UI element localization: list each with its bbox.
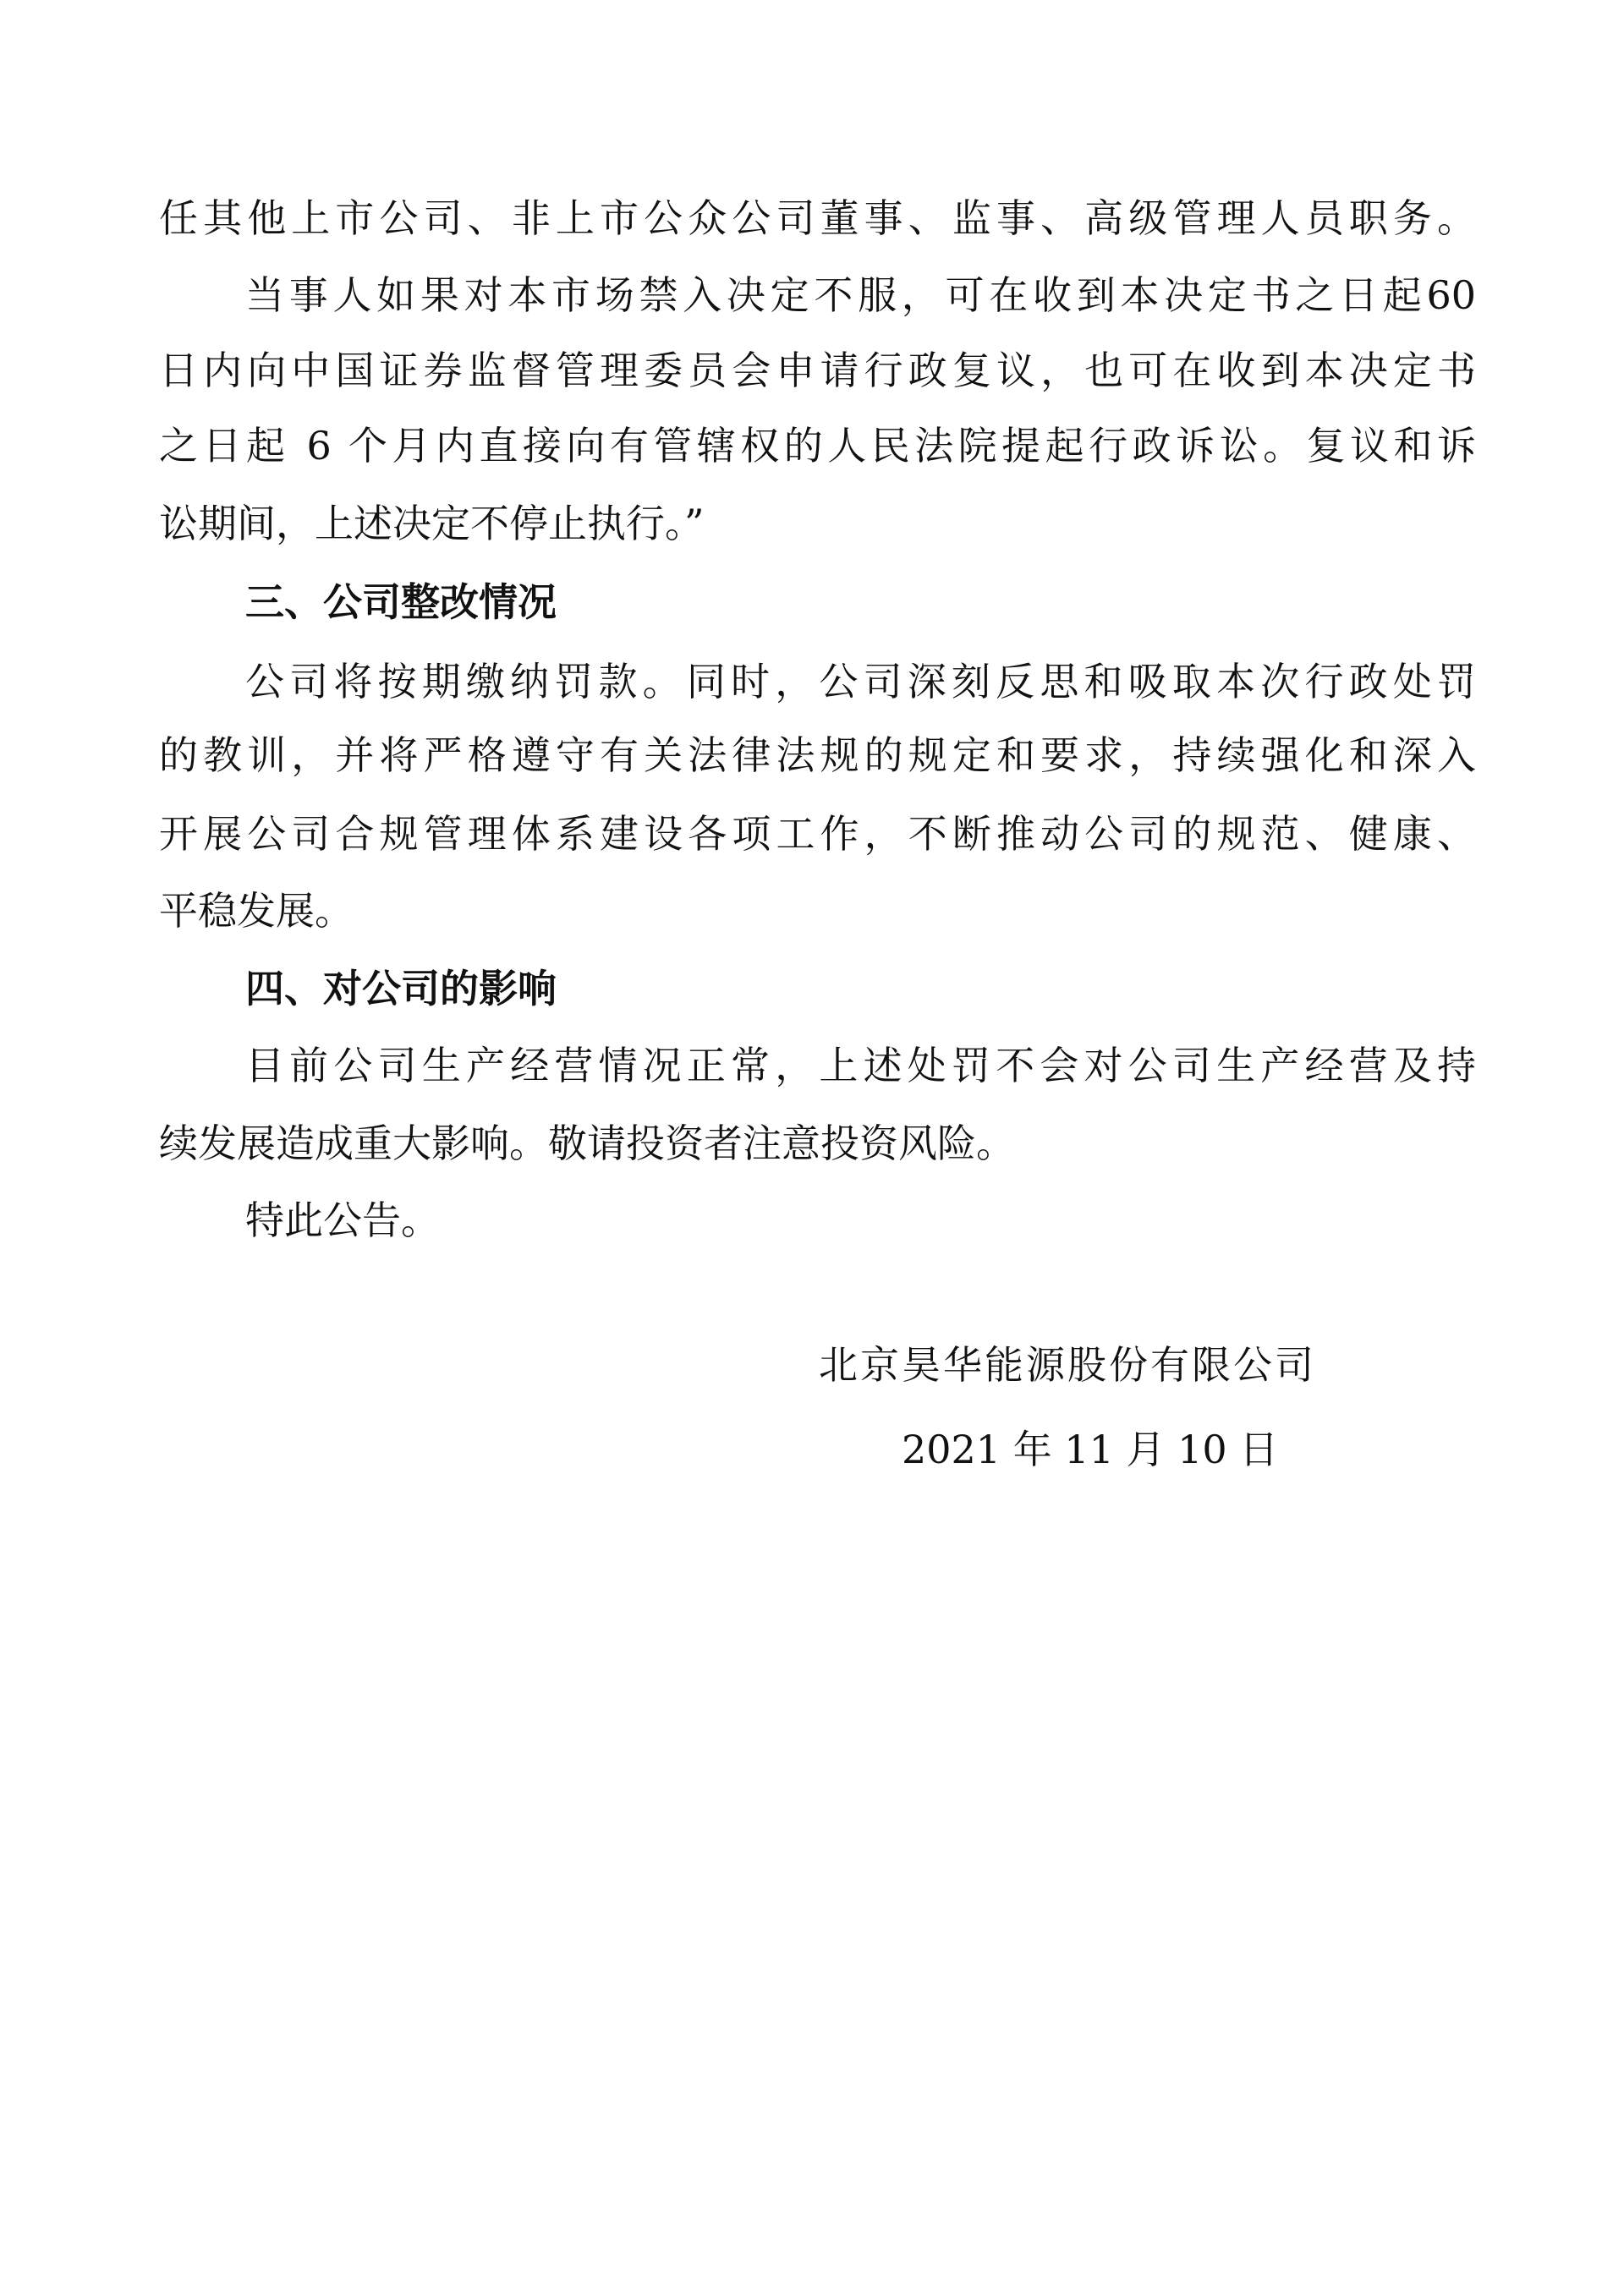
paragraph-line: 讼期间，上述决定不停止执行。” bbox=[159, 501, 705, 546]
closing-line: 特此公告。 bbox=[245, 1197, 440, 1243]
paragraph-line: 续发展造成重大影响。敬请投资者注意投资风险。 bbox=[159, 1121, 1015, 1166]
paragraph-line: 之日起 6 个月内直接向有管辖权的人民法院提起行政诉讼。复议和诉 bbox=[159, 423, 1476, 469]
paragraph-line: 当事人如果对本市场禁入决定不服，可在收到本决定书之日起60 bbox=[245, 272, 1476, 318]
paragraph-line: 任其他上市公司、非上市公众公司董事、监事、高级管理人员职务。 bbox=[159, 195, 1476, 241]
paragraph-line: 平稳发展。 bbox=[159, 888, 354, 934]
paragraph-line: 公司将按期缴纳罚款。同时，公司深刻反思和吸取本次行政处罚 bbox=[245, 659, 1476, 704]
signature-company: 北京昊华能源股份有限公司 bbox=[819, 1342, 1316, 1388]
paragraph-line: 目前公司生产经营情况正常，上述处罚不会对公司生产经营及持 bbox=[245, 1043, 1476, 1088]
paragraph-line: 开展公司合规管理体系建设各项工作，不断推动公司的规范、健康、 bbox=[159, 811, 1476, 857]
signature-date: 2021 年 11 月 10 日 bbox=[902, 1427, 1279, 1472]
paragraph-line: 的教训，并将严格遵守有关法律法规的规定和要求，持续强化和深入 bbox=[159, 732, 1476, 778]
section-heading: 四、对公司的影响 bbox=[245, 966, 557, 1011]
section-heading: 三、公司整改情况 bbox=[245, 579, 557, 625]
paragraph-line: 日内向中国证券监督管理委员会申请行政复议，也可在收到本决定书 bbox=[159, 348, 1476, 393]
